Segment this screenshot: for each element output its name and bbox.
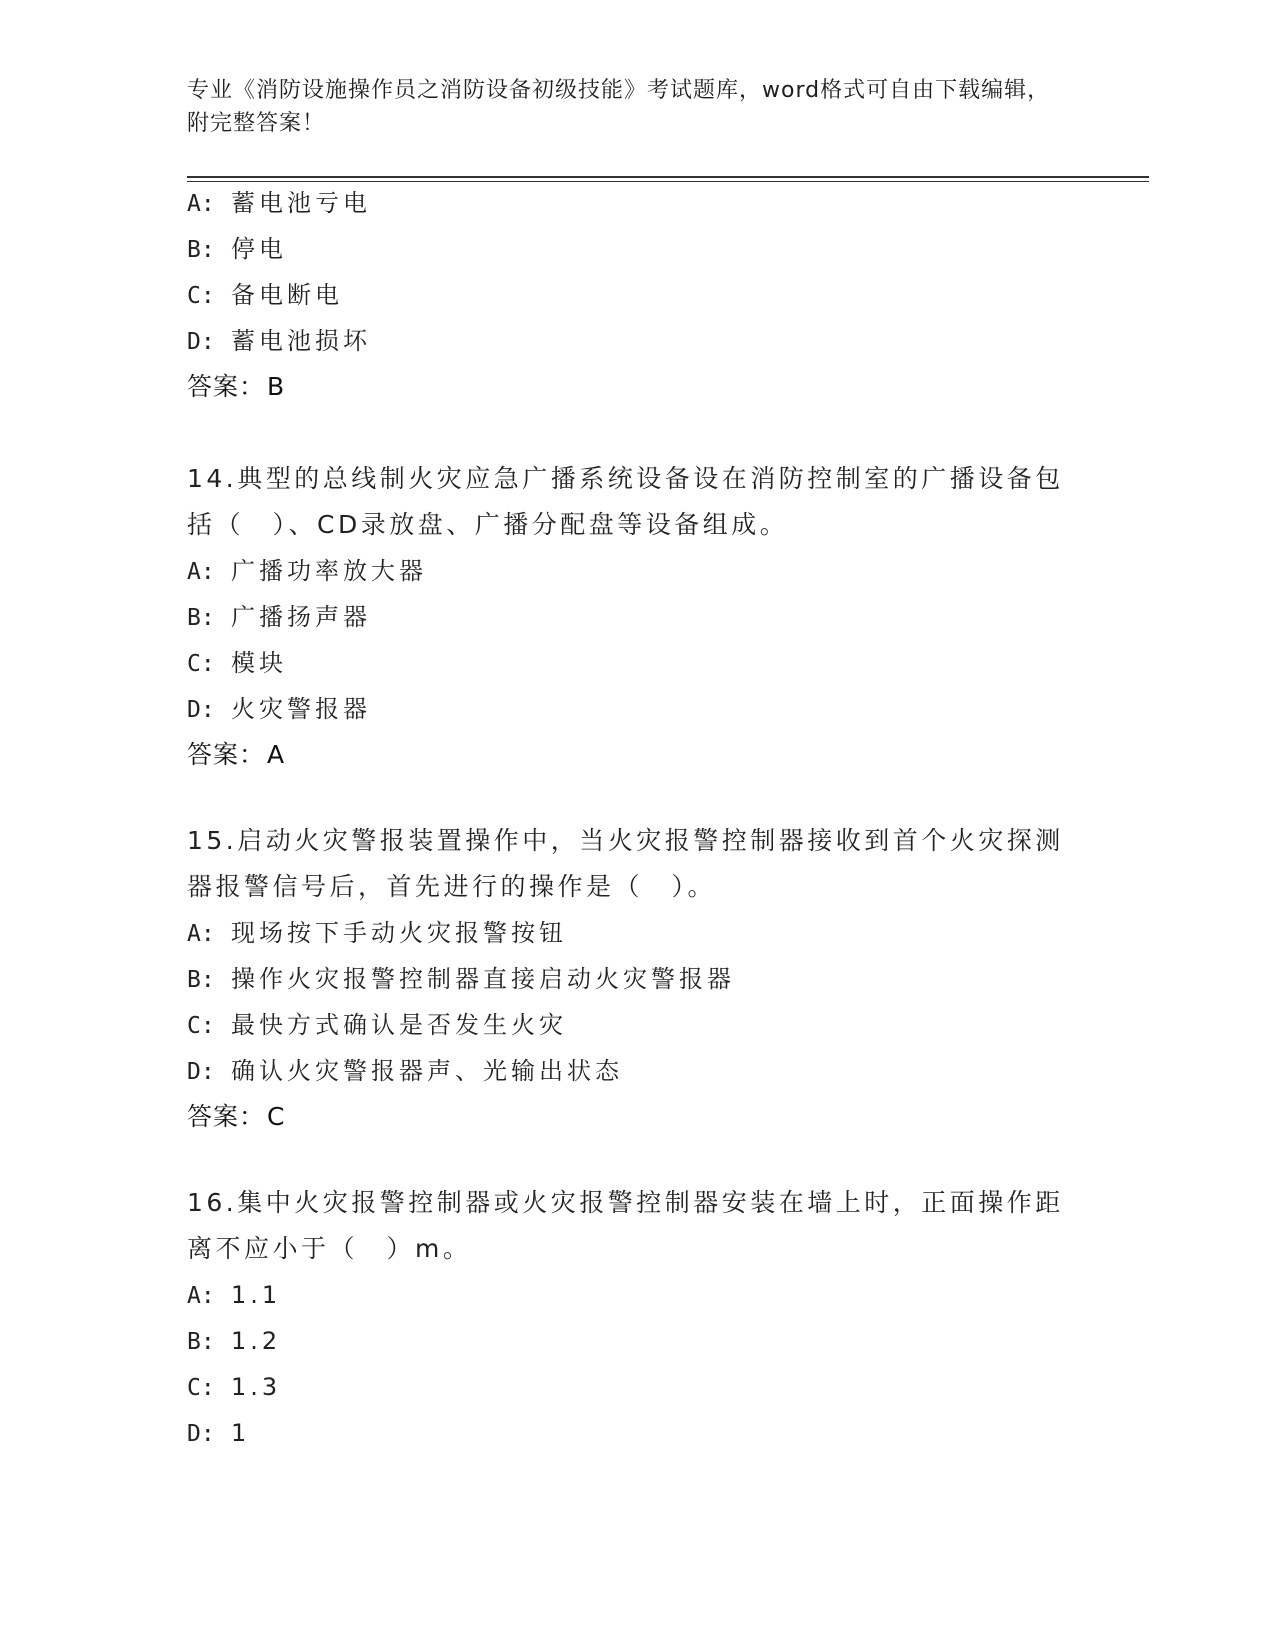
- option-text: 确认火灾警报器声、光输出状态: [231, 1057, 623, 1085]
- option-c: [187, 640, 1087, 686]
- answer-value: C: [267, 1102, 286, 1131]
- option-key: C:: [187, 1013, 215, 1039]
- option-b: [187, 594, 1087, 640]
- option-key: A:: [187, 559, 215, 585]
- option-a: [187, 548, 1087, 594]
- option-text: 广播扬声器: [231, 603, 371, 631]
- option-text: 停电: [231, 235, 287, 263]
- option-text: 蓄电池亏电: [231, 189, 371, 217]
- option-key: A:: [187, 1283, 215, 1309]
- question-stem: 15.启动火灾警报装置操作中，当火灾报警控制器接收到首个火灾探测器报警信号后，首先进行的操作是（ ）。: [187, 826, 1064, 901]
- option-key: C:: [187, 1375, 215, 1401]
- option-key: C:: [187, 651, 215, 677]
- option-key: D:: [187, 1059, 215, 1085]
- option-key: A:: [187, 921, 215, 947]
- question-stem: 14.典型的总线制火灾应急广播系统设备设在消防控制室的广播设备包括（ ）、CD录放盘、广播分配盘等设备组成。: [187, 464, 1064, 539]
- answer-line: [187, 364, 1087, 410]
- answer-label: 答案：: [187, 372, 266, 401]
- option-b: [187, 1318, 1087, 1364]
- option-key: D:: [187, 1421, 215, 1447]
- option-text: 现场按下手动火灾报警按钮: [231, 919, 567, 947]
- option-a: [187, 1272, 1087, 1318]
- option-text: 操作火灾报警控制器直接启动火灾警报器: [231, 965, 735, 993]
- option-key: B:: [187, 605, 215, 631]
- answer-label: 答案：: [187, 1102, 266, 1131]
- option-key: A:: [187, 191, 215, 217]
- question-15: [187, 818, 1087, 1140]
- answer-label: 答案：: [187, 740, 266, 769]
- option-c: [187, 272, 1087, 318]
- option-text: 备电断电: [231, 281, 343, 309]
- option-text: 最快方式确认是否发生火灾: [231, 1011, 567, 1039]
- option-b: [187, 226, 1087, 272]
- answer-value: A: [267, 740, 286, 769]
- option-b: [187, 956, 1087, 1002]
- option-key: B:: [187, 1329, 215, 1355]
- option-text: 广播功率放大器: [231, 557, 427, 585]
- question-14: [187, 456, 1087, 778]
- option-key: D:: [187, 329, 215, 355]
- question-13: [187, 180, 1087, 410]
- question-stem: 16.集中火灾报警控制器或火灾报警控制器安装在墙上时，正面操作距离不应小于（ ）m。: [187, 1188, 1064, 1263]
- option-key: D:: [187, 697, 215, 723]
- option-d: [187, 318, 1087, 364]
- option-text: 1: [231, 1419, 251, 1447]
- option-d: [187, 1048, 1087, 1094]
- answer-line: [187, 1094, 1087, 1140]
- option-c: [187, 1002, 1087, 1048]
- option-text: 1.1: [231, 1281, 282, 1309]
- option-c: [187, 1364, 1087, 1410]
- answer-value: B: [267, 372, 286, 401]
- option-text: 火灾警报器: [231, 695, 371, 723]
- option-text: 1.3: [231, 1373, 282, 1401]
- option-key: C:: [187, 283, 215, 309]
- question-16: [187, 1180, 1087, 1456]
- option-a: [187, 180, 1087, 226]
- document-header: 专业《消防设施操作员之消防设备初级技能》考试题库，word格式可自由下载编辑，附完整答案！: [187, 78, 1051, 136]
- option-text: 蓄电池损坏: [231, 327, 371, 355]
- answer-line: [187, 732, 1087, 778]
- option-text: 模块: [231, 649, 287, 677]
- option-text: 1.2: [231, 1327, 282, 1355]
- header-rule-thick: [187, 176, 1149, 178]
- option-d: [187, 1410, 1087, 1456]
- option-a: [187, 910, 1087, 956]
- option-d: [187, 686, 1087, 732]
- option-key: B:: [187, 967, 215, 993]
- option-key: B:: [187, 237, 215, 263]
